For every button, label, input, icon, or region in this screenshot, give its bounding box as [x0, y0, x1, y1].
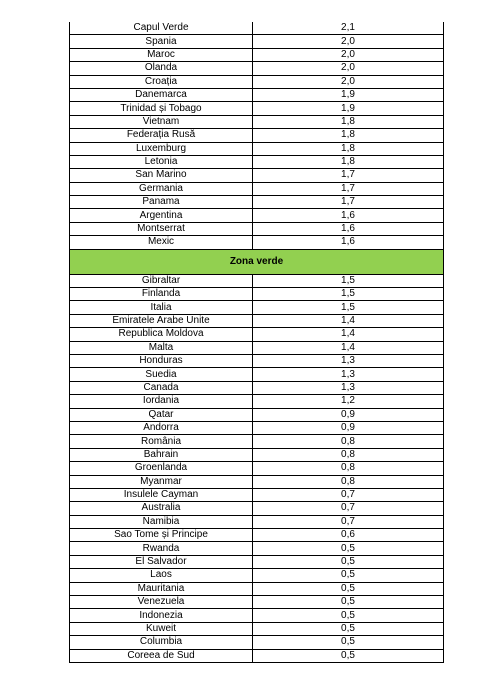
table-row	[70, 569, 444, 582]
value-cell: 1,5	[253, 274, 444, 287]
country-cell: Canada	[70, 381, 253, 394]
country-cell: România	[70, 435, 253, 448]
value-cell: 2,0	[253, 75, 444, 88]
country-cell: Columbia	[70, 636, 253, 649]
country-rates-table	[69, 22, 444, 663]
table-row	[70, 475, 444, 488]
country-cell: Vietnam	[70, 115, 253, 128]
country-cell: Maroc	[70, 48, 253, 61]
value-cell: 0,5	[253, 569, 444, 582]
country-cell: Republica Moldova	[70, 328, 253, 341]
table-row	[70, 182, 444, 195]
table-row	[70, 622, 444, 635]
value-cell: 1,4	[253, 314, 444, 327]
value-cell: 0,5	[253, 622, 444, 635]
table-row	[70, 395, 444, 408]
country-cell: Gibraltar	[70, 274, 253, 287]
value-cell: 1,2	[253, 395, 444, 408]
value-cell: 1,7	[253, 182, 444, 195]
table-row	[70, 155, 444, 168]
country-cell: Montserrat	[70, 222, 253, 235]
table-row	[70, 636, 444, 649]
table-row	[70, 236, 444, 249]
value-cell: 1,9	[253, 102, 444, 115]
table-row	[70, 462, 444, 475]
value-cell: 0,5	[253, 582, 444, 595]
table-row	[70, 488, 444, 501]
value-cell: 1,3	[253, 354, 444, 367]
country-cell: Trinidad și Tobago	[70, 102, 253, 115]
value-cell: 0,8	[253, 462, 444, 475]
value-cell: 2,1	[253, 22, 444, 35]
value-cell: 0,5	[253, 649, 444, 662]
country-cell: San Marino	[70, 169, 253, 182]
value-cell: 1,8	[253, 115, 444, 128]
value-cell: 1,4	[253, 328, 444, 341]
table-row	[70, 48, 444, 61]
country-cell: Namibia	[70, 515, 253, 528]
country-cell: Emiratele Arabe Unite	[70, 314, 253, 327]
country-cell: Sao Tome și Principe	[70, 529, 253, 542]
country-cell: Federația Rusă	[70, 129, 253, 142]
value-cell: 2,0	[253, 35, 444, 48]
value-cell: 1,6	[253, 236, 444, 249]
value-cell: 1,6	[253, 222, 444, 235]
value-cell: 0,5	[253, 596, 444, 609]
table-row	[70, 288, 444, 301]
value-cell: 2,0	[253, 62, 444, 75]
table-row	[70, 502, 444, 515]
table-row	[70, 274, 444, 287]
country-cell: Malta	[70, 341, 253, 354]
table-row	[70, 196, 444, 209]
country-cell: Germania	[70, 182, 253, 195]
zone-label: Zona verde	[70, 249, 444, 274]
country-cell: Coreea de Sud	[70, 649, 253, 662]
table-row	[70, 529, 444, 542]
country-cell: Myanmar	[70, 475, 253, 488]
country-cell: Qatar	[70, 408, 253, 421]
table-row	[70, 328, 444, 341]
value-cell: 1,3	[253, 381, 444, 394]
country-cell: Bahrain	[70, 448, 253, 461]
country-cell: Insulele Cayman	[70, 488, 253, 501]
table-row	[70, 341, 444, 354]
value-cell: 1,4	[253, 341, 444, 354]
country-cell: Mauritania	[70, 582, 253, 595]
value-cell: 0,5	[253, 555, 444, 568]
table-row	[70, 35, 444, 48]
table-row	[70, 142, 444, 155]
value-cell: 0,8	[253, 475, 444, 488]
value-cell: 1,7	[253, 196, 444, 209]
country-cell: Olanda	[70, 62, 253, 75]
value-cell: 1,9	[253, 88, 444, 101]
country-cell: Croația	[70, 75, 253, 88]
country-cell: Danemarca	[70, 88, 253, 101]
value-cell: 1,8	[253, 155, 444, 168]
value-cell: 0,8	[253, 435, 444, 448]
table-row	[70, 62, 444, 75]
country-cell: El Salvador	[70, 555, 253, 568]
table-row	[70, 102, 444, 115]
table-row	[70, 354, 444, 367]
value-cell: 2,0	[253, 48, 444, 61]
value-cell: 1,5	[253, 288, 444, 301]
country-cell: Letonia	[70, 155, 253, 168]
country-cell: Mexic	[70, 236, 253, 249]
country-cell: Laos	[70, 569, 253, 582]
country-cell: Rwanda	[70, 542, 253, 555]
value-cell: 1,5	[253, 301, 444, 314]
table-row	[70, 542, 444, 555]
table-row	[70, 209, 444, 222]
table-row	[70, 555, 444, 568]
table-row	[70, 596, 444, 609]
value-cell: 1,8	[253, 142, 444, 155]
country-cell: Suedia	[70, 368, 253, 381]
country-cell: Panama	[70, 196, 253, 209]
table-row	[70, 22, 444, 35]
value-cell: 1,6	[253, 209, 444, 222]
value-cell: 0,5	[253, 636, 444, 649]
table-row	[70, 408, 444, 421]
table-row	[70, 301, 444, 314]
zone-header-row	[70, 249, 444, 274]
value-cell: 0,6	[253, 529, 444, 542]
value-cell: 0,9	[253, 408, 444, 421]
value-cell: 0,9	[253, 421, 444, 434]
table-row	[70, 421, 444, 434]
table-row	[70, 609, 444, 622]
country-cell: Finlanda	[70, 288, 253, 301]
table-body	[70, 22, 444, 662]
value-cell: 0,5	[253, 609, 444, 622]
value-cell: 1,3	[253, 368, 444, 381]
country-cell: Spania	[70, 35, 253, 48]
table-row	[70, 222, 444, 235]
country-cell: Honduras	[70, 354, 253, 367]
table-row	[70, 129, 444, 142]
country-cell: Italia	[70, 301, 253, 314]
table-row	[70, 169, 444, 182]
country-cell: Venezuela	[70, 596, 253, 609]
table-row	[70, 115, 444, 128]
table-row	[70, 381, 444, 394]
country-cell: Kuweit	[70, 622, 253, 635]
country-cell: Luxemburg	[70, 142, 253, 155]
table-row	[70, 88, 444, 101]
table-row	[70, 368, 444, 381]
table-row	[70, 448, 444, 461]
country-cell: Indonezia	[70, 609, 253, 622]
table-row	[70, 314, 444, 327]
table-row	[70, 515, 444, 528]
value-cell: 0,5	[253, 542, 444, 555]
country-cell: Groenlanda	[70, 462, 253, 475]
value-cell: 1,7	[253, 169, 444, 182]
country-cell: Capul Verde	[70, 22, 253, 35]
value-cell: 0,7	[253, 515, 444, 528]
table-row	[70, 75, 444, 88]
country-cell: Argentina	[70, 209, 253, 222]
country-cell: Australia	[70, 502, 253, 515]
value-cell: 0,7	[253, 488, 444, 501]
value-cell: 1,8	[253, 129, 444, 142]
table-row	[70, 582, 444, 595]
table-row	[70, 435, 444, 448]
country-cell: Iordania	[70, 395, 253, 408]
value-cell: 0,8	[253, 448, 444, 461]
country-cell: Andorra	[70, 421, 253, 434]
table-row	[70, 649, 444, 662]
value-cell: 0,7	[253, 502, 444, 515]
